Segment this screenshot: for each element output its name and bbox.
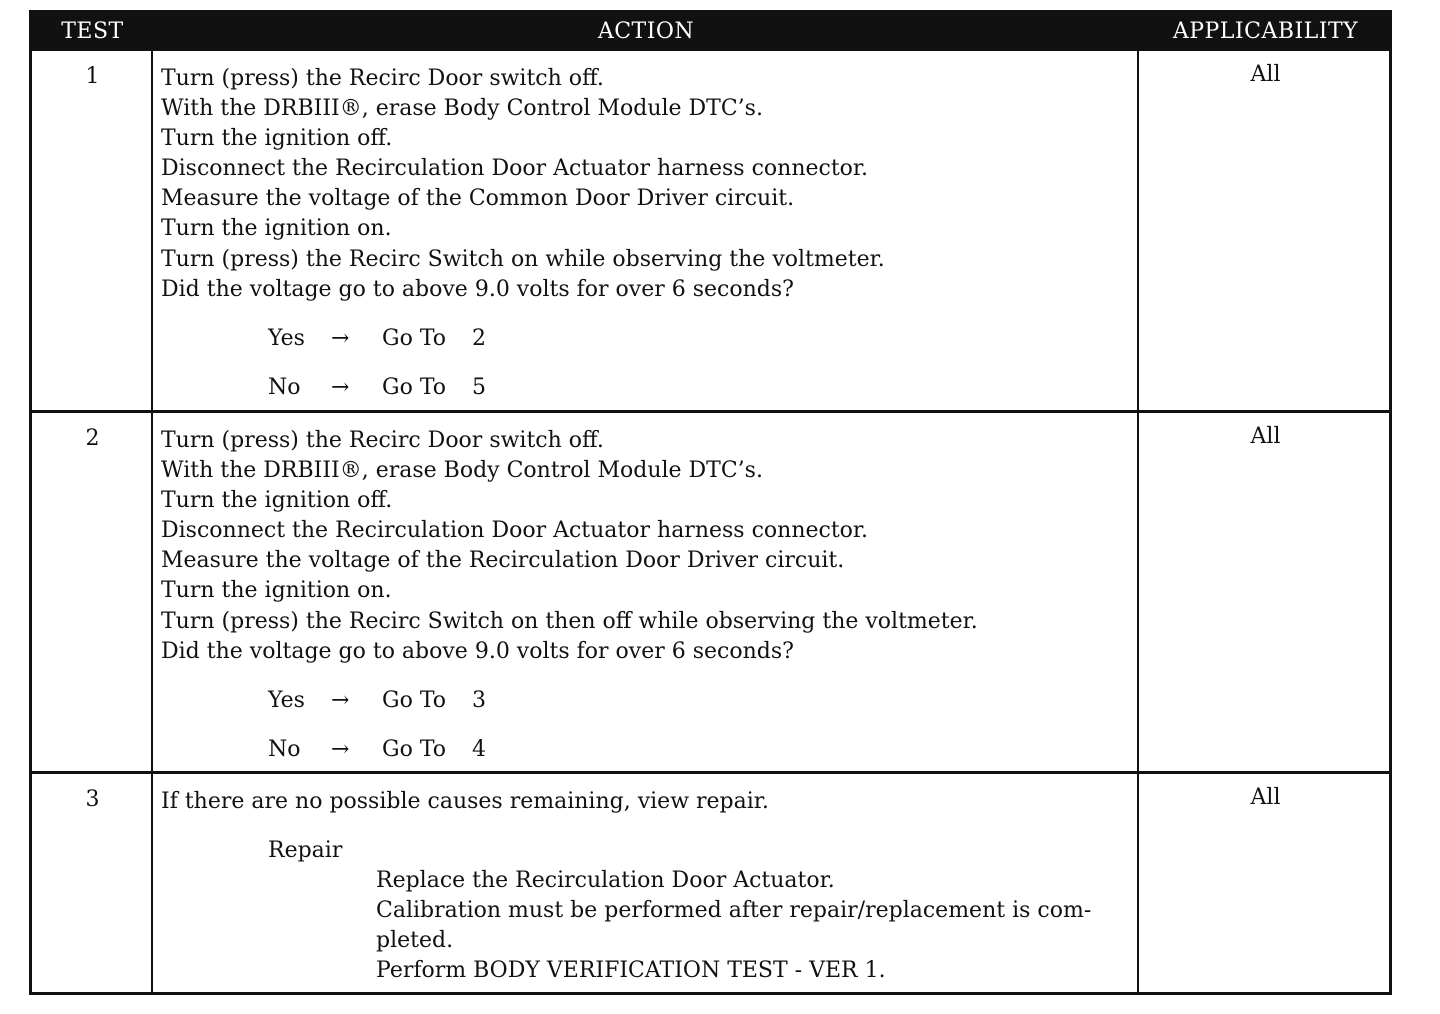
test-number: 2 bbox=[85, 426, 100, 451]
step-text: Disconnect the Recirculation Door Actuator harness connector. bbox=[161, 518, 869, 544]
action-cell bbox=[161, 426, 1131, 765]
step-text: Did the voltage go to above 9.0 volts for over 6 seconds? bbox=[161, 276, 794, 302]
step-text: Turn (press) the Recirc Switch on while observing the voltmeter. bbox=[161, 246, 885, 272]
test-number: 1 bbox=[85, 64, 100, 89]
step-text: Did the voltage go to above 9.0 volts for over 6 seconds? bbox=[161, 638, 794, 664]
repair-instruction: Perform BODY VERIFICATION TEST - VER 1. bbox=[376, 958, 886, 984]
step-text: Turn the ignition on. bbox=[161, 578, 392, 604]
repair-instruction: Replace the Recirculation Door Actuator. bbox=[376, 868, 835, 894]
repair-instruction: pleted. bbox=[376, 928, 454, 954]
arrow-icon: → bbox=[331, 325, 350, 351]
yes-label: Yes bbox=[268, 687, 305, 713]
applicability-value: All bbox=[1250, 62, 1281, 87]
goto-label: Go To bbox=[382, 736, 447, 762]
step-text: Turn (press) the Recirc Switch on then off while observing the voltmeter. bbox=[161, 608, 978, 634]
arrow-icon: → bbox=[331, 736, 350, 762]
goto-target: 5 bbox=[472, 374, 486, 400]
table-row-test-2 bbox=[32, 413, 1389, 771]
goto-label: Go To bbox=[382, 687, 447, 713]
no-label: No bbox=[268, 736, 301, 762]
repair-instruction: Calibration must be performed after repair/replacement is com- bbox=[376, 898, 1092, 924]
goto-target: 4 bbox=[472, 736, 486, 762]
step-text: Turn the ignition on. bbox=[161, 216, 392, 242]
goto-label: Go To bbox=[382, 374, 447, 400]
header-test: TEST bbox=[61, 19, 124, 44]
yes-label: Yes bbox=[268, 325, 305, 351]
step-text: Disconnect the Recirculation Door Actuator harness connector. bbox=[161, 156, 869, 182]
repair-heading bbox=[161, 817, 1131, 866]
no-label: No bbox=[268, 374, 301, 400]
applicability-value: All bbox=[1250, 785, 1281, 810]
no-branch bbox=[161, 354, 1131, 403]
step-text: Turn the ignition off. bbox=[161, 488, 393, 514]
yes-branch bbox=[161, 667, 1131, 716]
goto-label: Go To bbox=[382, 325, 447, 351]
step-text: If there are no possible causes remaining, view repair. bbox=[161, 789, 769, 814]
goto-target: 3 bbox=[472, 687, 486, 713]
applicability-value: All bbox=[1250, 424, 1281, 449]
action-cell bbox=[161, 787, 1131, 986]
no-branch bbox=[161, 716, 1131, 765]
action-cell bbox=[161, 64, 1131, 403]
step-text: Turn (press) the Recirc Door switch off. bbox=[161, 428, 604, 453]
table-header bbox=[32, 13, 1389, 51]
step-text: With the DRBIII®, erase Body Control Module DTC’s. bbox=[161, 96, 763, 122]
table-row-test-3 bbox=[32, 774, 1389, 992]
goto-target: 2 bbox=[472, 325, 486, 351]
arrow-icon: → bbox=[331, 374, 350, 400]
step-text: Turn (press) the Recirc Door switch off. bbox=[161, 66, 604, 91]
arrow-icon: → bbox=[331, 687, 350, 713]
step-text: Turn the ignition off. bbox=[161, 126, 393, 152]
diagnostic-test-table bbox=[29, 10, 1392, 995]
header-action: ACTION bbox=[597, 19, 695, 44]
repair-label: Repair bbox=[268, 838, 343, 864]
step-text: Measure the voltage of the Common Door Driver circuit. bbox=[161, 186, 795, 212]
test-number: 3 bbox=[85, 787, 100, 812]
header-applicability: APPLICABILITY bbox=[1172, 19, 1359, 44]
step-text: With the DRBIII®, erase Body Control Module DTC’s. bbox=[161, 458, 763, 484]
yes-branch bbox=[161, 305, 1131, 354]
table-row-test-1 bbox=[32, 51, 1389, 410]
step-text: Measure the voltage of the Recirculation Door Driver circuit. bbox=[161, 548, 845, 574]
